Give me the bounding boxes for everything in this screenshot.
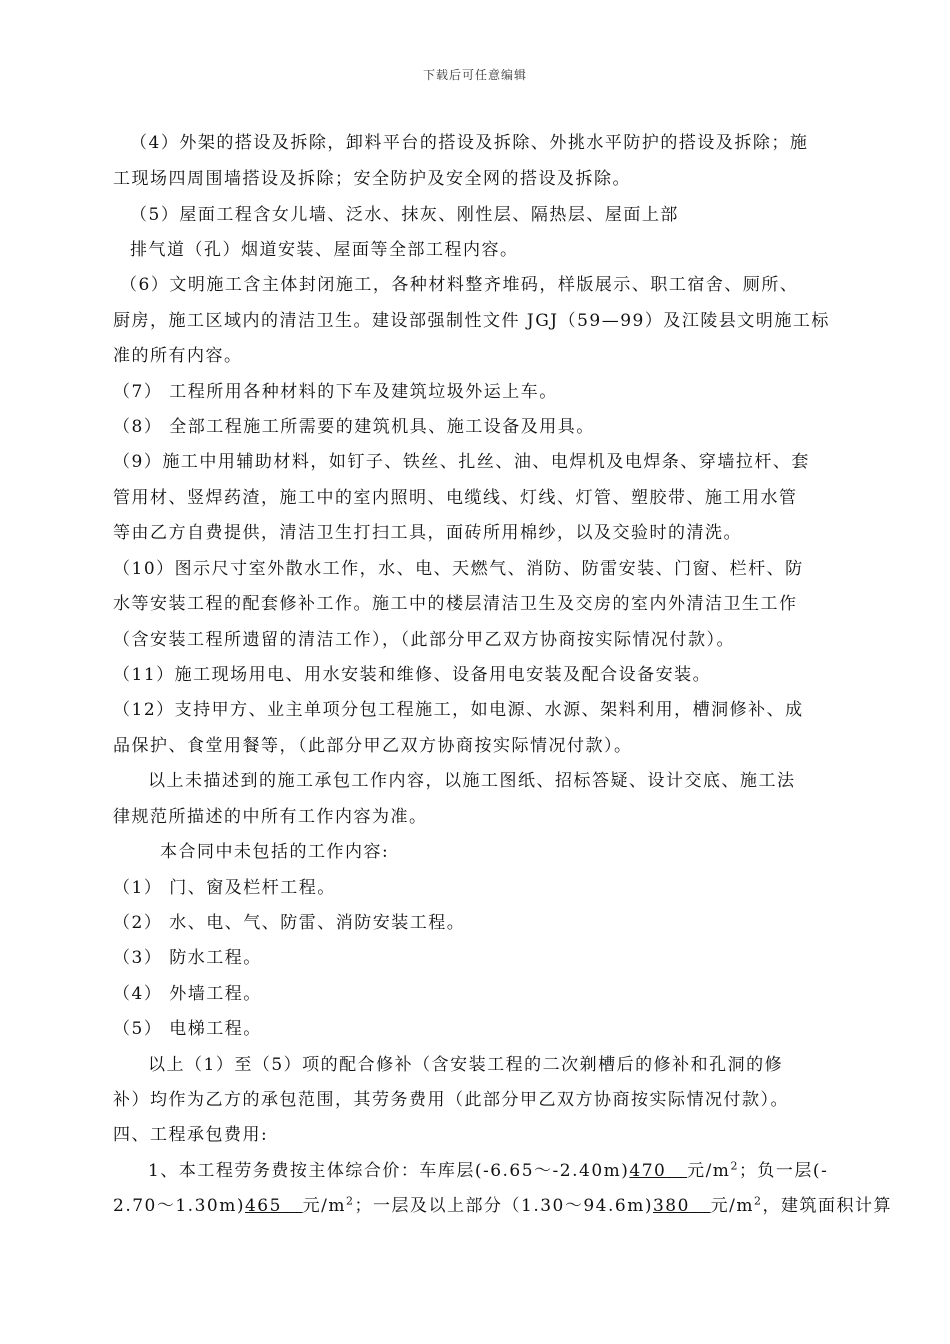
fee-text: ，建筑面积计算 [762,1196,892,1216]
fee-unit: 元/m [687,1161,731,1181]
text-line: 四、工程承包费用: [113,1125,269,1145]
text-line: 补）均作为乙方的承包范围，其劳务费用（此部分甲乙双方协商按实际情况付款）。 [113,1090,789,1110]
text-line: 准的所有内容。 [113,346,243,366]
text-line: （6）文明施工含主体封闭施工，各种材料整齐堆码，样版展示、职工宿舍、厕所、 [120,275,799,295]
text-line: （11）施工现场用电、用水安装和维修、设备用电安装及配合设备安装。 [113,665,712,685]
fee-text: ；负一层(- [738,1161,829,1181]
fee-line-1 [148,1156,878,1181]
fee-value-garage: 470 [629,1161,667,1181]
text-line: （9）施工中用辅助材料，如钉子、铁丝、扎丝、油、电焊机及电焊条、穿墙拉杆、套 [113,452,810,472]
fee-value-basement: 465 [244,1196,282,1216]
text-line: （7） 工程所用各种材料的下车及建筑垃圾外运上车。 [113,382,558,402]
text-line: 以上未描述到的施工承包工作内容，以施工图纸、招标答疑、设计交底、施工法 [148,771,796,791]
fee-unit-sup: 2 [346,1194,355,1208]
fee-unit-sup: 2 [754,1194,763,1208]
fee-unit: 元/m [302,1196,346,1216]
text-line: （2） 水、电、气、防雷、消防安装工程。 [113,913,466,933]
fee-value-upper: 380 [652,1196,690,1216]
text-line: 等由乙方自费提供，清洁卫生打扫工具，面砖所用棉纱，以及交验时的清洗。 [113,523,742,543]
text-line: （10）图示尺寸室外散水工作，水、电、天燃气、消防、防雷安装、门窗、栏杆、防 [113,559,804,579]
text-line: 品保护、食堂用餐等，（此部分甲乙双方协商按实际情况付款）。 [113,736,633,756]
fee-text: 2.70～1.30m) [113,1196,245,1216]
text-line: 本合同中未包括的工作内容: [160,842,390,862]
text-line: （含安装工程所遗留的清洁工作），（此部分甲乙双方协商按实际情况付款）。 [113,630,735,650]
text-line: （5） 电梯工程。 [113,1019,262,1039]
fee-unit: 元/m [710,1196,754,1216]
page-header: 下载后可任意编辑 [422,68,527,82]
text-line: （3） 防水工程。 [113,948,262,968]
text-line: 管用材、竖焊药渣，施工中的室内照明、电缆线、灯线、灯管、塑胶带、施工用水管 [113,488,798,508]
text-line: （4） 外墙工程。 [113,984,262,1004]
text-line: （1） 门、窗及栏杆工程。 [113,878,336,898]
text-line: 厨房，施工区域内的清洁卫生。建设部强制性文件 JGJ（59—99）及江陵县文明施工标 [113,311,830,331]
text-line: 律规范所描述的中所有工作内容为准。 [113,807,428,827]
text-line: 工现场四周围墙搭设及拆除；安全防护及安全网的搭设及拆除。 [113,169,631,189]
fee-text: 1、本工程劳务费按主体综合价：车库层(-6.65～-2.40m) [148,1161,630,1181]
text-line: 排气道（孔）烟道安装、屋面等全部工程内容。 [130,240,519,260]
fee-line-2 [113,1191,892,1216]
fee-text: ；一层及以上部分（1.30～94.6m) [354,1196,653,1216]
fee-unit-sup: 2 [730,1159,739,1173]
text-line: （4）外架的搭设及拆除，卸料平台的搭设及拆除、外挑水平防护的搭设及拆除；施 [130,133,809,153]
text-line: （5）屋面工程含女儿墙、泛水、抹灰、刚性层、隔热层、屋面上部 [130,205,679,225]
text-line: 以上（1）至（5）项的配合修补（含安装工程的二次剃槽后的修补和孔洞的修 [148,1055,784,1075]
text-line: （8） 全部工程施工所需要的建筑机具、施工设备及用具。 [113,417,595,437]
text-line: （12）支持甲方、业主单项分包工程施工，如电源、水源、架料利用，槽洞修补、成 [113,700,804,720]
text-line: 水等安装工程的配套修补工作。施工中的楼层清洁卫生及交房的室内外清洁卫生工作 [113,594,798,614]
